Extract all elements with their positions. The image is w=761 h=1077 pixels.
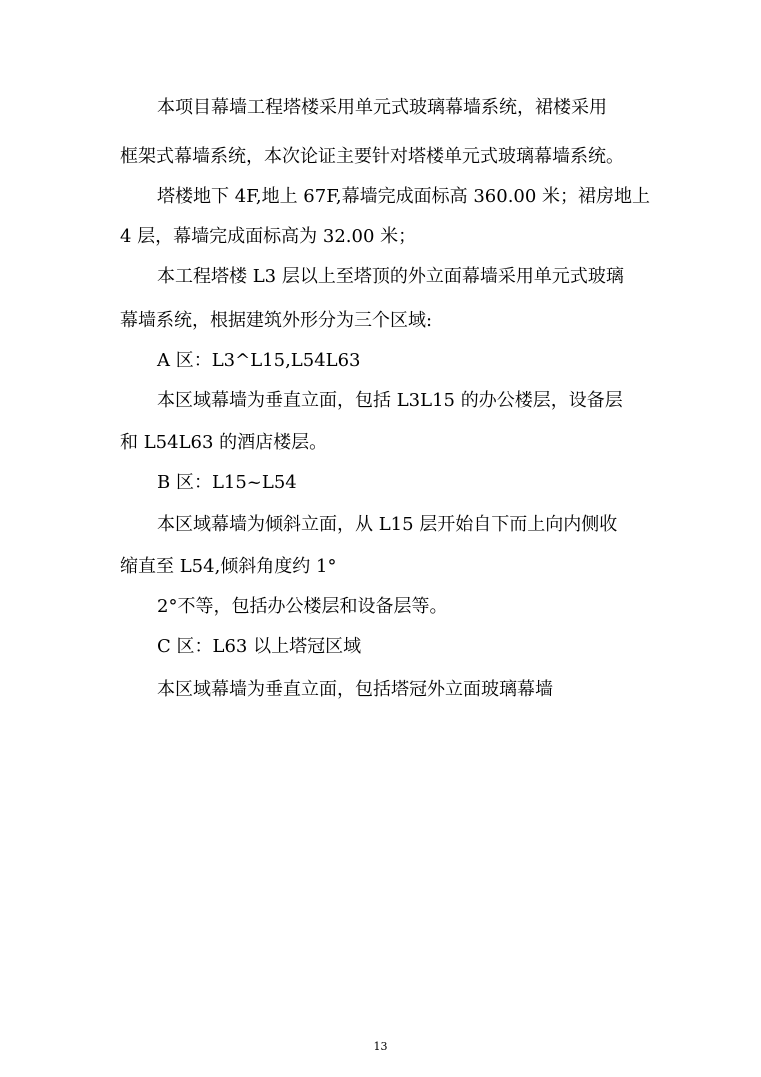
zone-b-desc-line-1: 本区域幕墙为倾斜立面，从 L15 层开始自下而上向内侧收 [157,514,618,535]
zone-c-desc-line-1: 本区域幕墙为垂直立面，包括塔冠外立面玻璃幕墙 [157,679,553,700]
paragraph-2-line-2: 4 层，幕墙完成面标高为 32.00 米； [120,226,417,247]
paragraph-3-line-1: 本工程塔楼 L3 层以上至塔顶的外立面幕墙采用单元式玻璃 [157,266,624,287]
zone-a-desc-line-2: 和 L54L63 的酒店楼层。 [120,432,328,453]
zone-b-desc-line-3: 2°不等，包括办公楼层和设备层等。 [157,596,448,617]
paragraph-2-line-1: 塔楼地下 4F,地上 67F,幕墙完成面标高 360.00 米；裙房地上 [157,186,651,207]
page-number: 13 [373,1040,388,1053]
zone-b-desc-line-2: 缩直至 L54,倾斜角度约 1° [120,556,337,577]
zone-c-heading: C 区：L63 以上塔冠区域 [157,636,362,657]
zone-a-desc-line-1: 本区域幕墙为垂直立面，包括 L3L15 的办公楼层，设备层 [157,390,623,411]
paragraph-1-line-1: 本项目幕墙工程塔楼采用单元式玻璃幕墙系统，裙楼采用 [157,97,607,118]
paragraph-1-line-2: 框架式幕墙系统，本次论证主要针对塔楼单元式玻璃幕墙系统。 [120,146,624,167]
zone-b-heading: B 区：L15~L54 [157,472,297,493]
zone-a-heading: A 区：L3^L15,L54L63 [157,350,361,371]
paragraph-3-line-2: 幕墙系统，根据建筑外形分为三个区域: [120,310,433,331]
